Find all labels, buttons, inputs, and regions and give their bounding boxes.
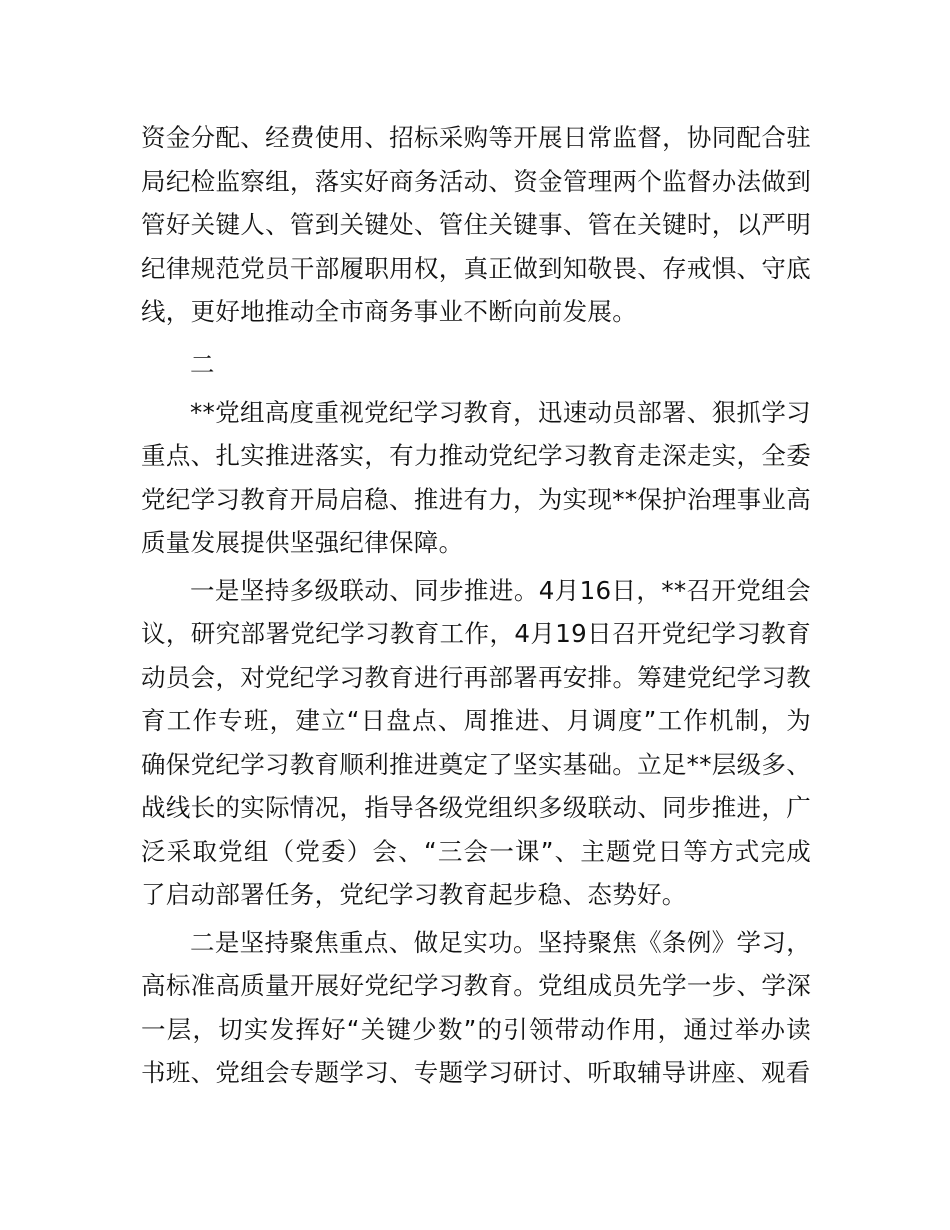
document-body-main [141, 343, 811, 1095]
paragraph-intro: **党组高度重视党纪学习教育，迅速动员部署、狠抓学习重点、扎实推进落实，有力推动党纪学习教育走深走实，全委党纪学习教育开局启稳、推进有力，为实现**保护治理事业高质量发展提供坚强纪律保障。 [141, 397, 811, 557]
section-number-heading: 二 [190, 350, 215, 379]
document-body-top [141, 116, 811, 334]
paragraph-point-two: 二是坚持聚焦重点、做足实功。坚持聚焦《条例》学习，高标准高质量开展好党纪学习教育。党组成员先学一步、学深一层，切实发挥好“关键少数”的引领带动作用，通过举办读书班、党组会专题学习、专题学习研讨、听取辅导讲座、观看 [141, 927, 811, 1087]
paragraph-continuation: 资金分配、经费使用、招标采购等开展日常监督，协同配合驻局纪检监察组，落实好商务活动、资金管理两个监督办法做到管好关键人、管到关键处、管住关键事、管在关键时，以严明纪律规范党员干部履职用权，真正做到知敬畏、存戒惧、守底线，更好地推动全市商务事业不断向前发展。 [141, 123, 811, 326]
paragraph-point-one: 一是坚持多级联动、同步推进。4月16日，**召开党组会议，研究部署党纪学习教育工作，4月19日召开党纪学习教育动员会，对党纪学习教育进行再部署再安排。筹建党纪学习教育工作专班，建立“日盘点、周推进、月调度”工作机制，为确保党纪学习教育顺利推进奠定了坚实基础。立足**层级多、战线长的实际情况，指导各级党组织多级联动、同步推进，广泛采取党组（党委）会、“三会一课”、主题党日等方式完成了启动部署任务，党纪学习教育起步稳、态势好。 [141, 575, 811, 909]
